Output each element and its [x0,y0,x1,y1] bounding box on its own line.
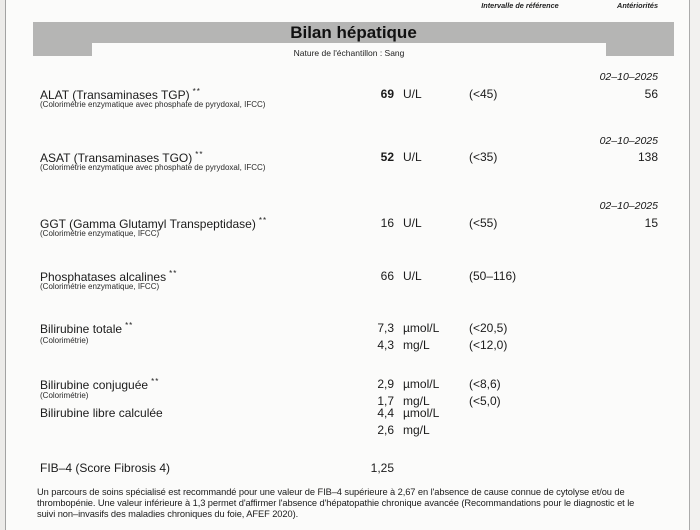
result-row-asat-date [0,135,700,150]
test-name: ASAT (Transaminases TGO) ** [40,150,204,165]
test-name: ALAT (Transaminases TGP) ** [40,87,201,102]
test-name: Phosphatases alcalines ** [40,269,178,284]
result-row-fib4 [0,461,700,476]
reference-interval: (<5,0) [469,394,501,408]
result-value: 1,7 [377,394,394,408]
accreditation-marker: ** [258,216,268,225]
test-method: (Colorimétrie) [40,336,89,345]
footer-note-line: Un parcours de soins spécialisé est recommandé pour une valeur de FIB–4 supérieure à 2,67 en l'absence de cause connue de cytolyse et/ou de [37,487,625,497]
test-method: (Colorimétrie enzymatique, IFCC) [40,282,160,291]
result-value: 1,25 [370,461,394,475]
previous-value: 56 [644,87,658,101]
reference-interval: (<35) [469,150,498,164]
result-row-bili-totale-line2 [0,338,700,353]
column-header-anteriorities: Antériorités [617,1,658,10]
test-name: Bilirubine totale ** [40,321,134,336]
result-row-pal-method [0,282,700,297]
result-value: 4,3 [377,338,394,352]
result-value: 2,6 [377,423,394,437]
result-value: 52 [380,150,394,164]
result-unit: mg/L [403,394,430,408]
reference-interval: (<45) [469,87,498,101]
footer-note-line: suivi non–invasifs des maladies chroniques du foie, AFEF 2020). [37,509,299,519]
result-date: 02–10–2025 [599,71,658,83]
result-row-bili-conjuguee [0,377,700,392]
reference-interval: (<20,5) [469,321,508,335]
accreditation-marker: ** [151,377,160,386]
footer-note-line: thrombopénie. Une valeur inférieure à 1,3 permet d'affirmer l'absence d'hépatopathie chronique avancée (Recommandations pour le diagnostic et le [37,498,635,508]
result-unit: mg/L [403,338,430,352]
result-value: 16 [380,216,394,230]
test-method: (Colorimétrie enzymatique, IFCC) [40,229,160,238]
result-unit: U/L [403,87,422,101]
result-row-ggt-date [0,200,700,215]
test-name: Bilirubine conjuguée ** [40,377,160,392]
report-title: Bilan hépatique [290,23,417,42]
test-method: (Colorimétrie enzymatique avec phosphate de pyrydoxal, IFCC) [40,163,266,172]
footer-note [37,487,634,520]
result-row-alat-date [0,71,700,86]
result-unit: U/L [403,150,422,164]
result-value: 2,9 [377,377,394,391]
accreditation-marker: ** [192,87,201,96]
test-name: Bilirubine libre calculée [40,406,163,420]
reference-interval: (<12,0) [469,338,508,352]
previous-value: 138 [637,150,658,164]
result-unit: µmol/L [403,321,440,335]
result-row-bili-libre-line2 [0,423,700,438]
result-value: 4,4 [377,406,394,420]
result-row-alat-method [0,100,700,115]
accreditation-marker: ** [169,269,178,278]
reference-interval: (50–116) [469,269,517,283]
result-unit: U/L [403,269,422,283]
result-unit: µmol/L [403,406,440,420]
result-date: 02–10–2025 [599,135,658,147]
result-row-bili-libre [0,406,700,421]
result-date: 02–10–2025 [599,200,658,212]
sample-type-strip [92,43,606,56]
test-name: GGT (Gamma Glutamyl Transpeptidase) ** [40,216,268,231]
result-row-bili-totale [0,321,700,336]
result-value: 69 [380,87,394,101]
test-method: (Colorimétrie enzymatique avec phosphate de pyrydoxal, IFCC) [40,100,266,109]
test-method: (Colorimétrie) [40,391,89,400]
section-banner [33,22,674,56]
result-row-asat-method [0,163,700,178]
reference-interval: (<55) [469,216,498,230]
test-name: FIB–4 (Score Fibrosis 4) [40,461,171,475]
column-header-reference: Intervalle de référence [481,1,559,10]
previous-value: 15 [644,216,658,230]
result-value: 7,3 [377,321,394,335]
accreditation-marker: ** [195,150,204,159]
result-row-ggt-method [0,229,700,244]
sample-type: Nature de l'échantillon : Sang [293,48,405,58]
accreditation-marker: ** [125,321,134,330]
result-unit: U/L [403,216,422,230]
result-value: 66 [380,269,394,283]
reference-interval: (<8,6) [469,377,501,391]
result-unit: µmol/L [403,377,440,391]
result-unit: mg/L [403,423,430,437]
